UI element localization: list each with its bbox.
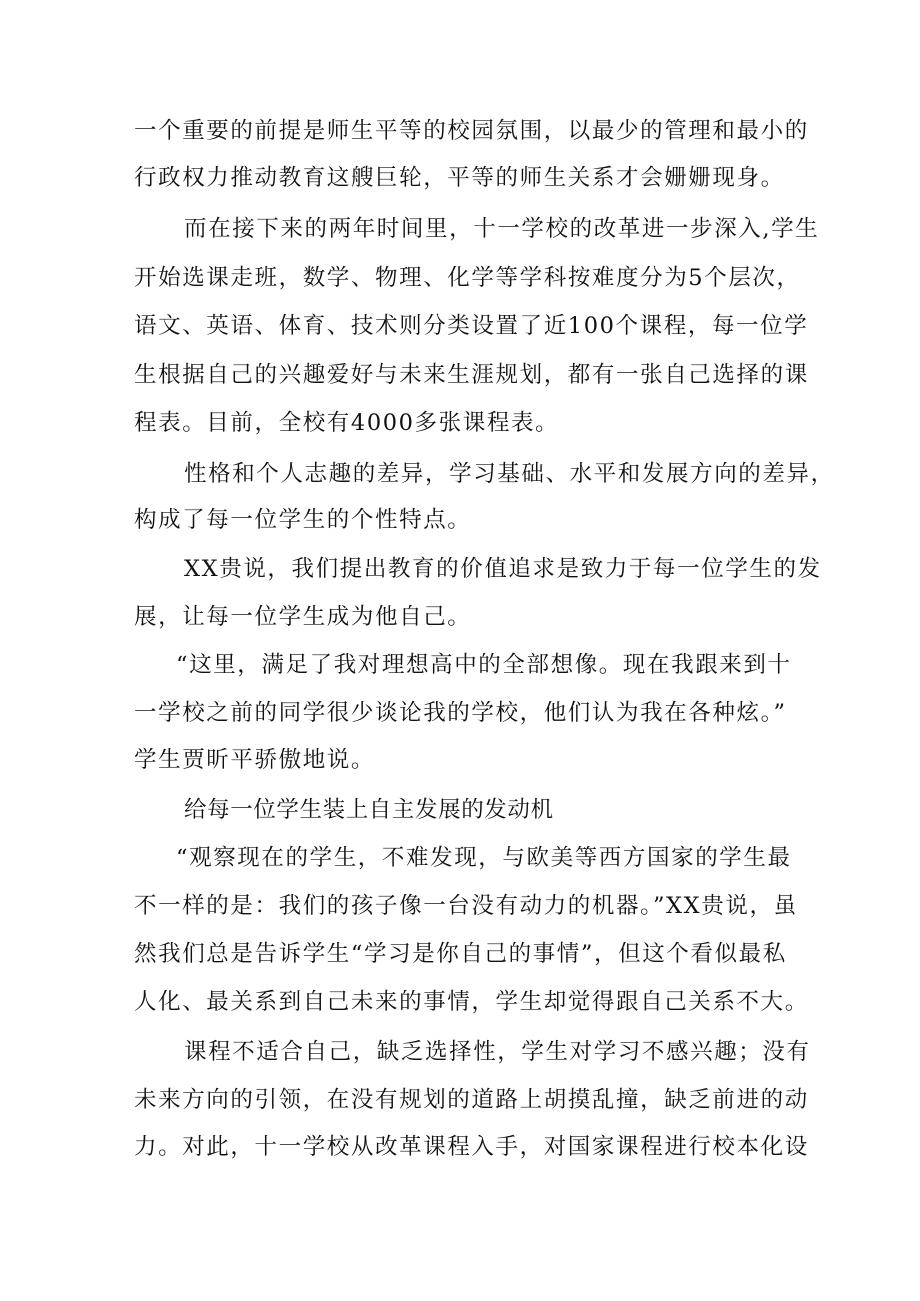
text-line: 行政权力推动教育这艘巨轮，平等的师生关系才会姗姗现身。 xyxy=(134,165,785,191)
text-line: 性格和个人志趣的差异，学习基础、水平和发展方向的差异， xyxy=(184,461,835,487)
text-line: 未来方向的引领，在没有规划的道路上胡摸乱撞，缺乏前进的动 xyxy=(134,1087,809,1113)
text-line: XX贵说，我们提出教育的价值追求是致力于每一位学生的发 xyxy=(184,556,822,582)
text-line: 一学校之前的同学很少谈论我的学校，他们认为我在各种炫。” xyxy=(134,700,787,726)
text-line: 力。对此，十一学校从改革课程入手，对国家课程进行校本化设 xyxy=(134,1134,809,1160)
text-line: 程表。目前，全校有4000多张课程表。 xyxy=(134,410,560,436)
text-line: 开始选课走班，数学、物理、化学等学科按难度分为5个层次， xyxy=(134,265,801,291)
quote-line: “这里，满足了我对理想高中的全部想像。现在我跟来到十 xyxy=(176,652,792,678)
text-line: 人化、最关系到自己未来的事情，学生却觉得跟自己关系不大。 xyxy=(134,989,809,1015)
section-heading: 给每一位学生装上自主发展的发动机 xyxy=(184,797,554,823)
text-line: 构成了每一位学生的个性特点。 xyxy=(134,507,472,533)
text-line: 不一样的是：我们的孩子像一台没有动力的机器。”XX贵说，虽 xyxy=(134,893,798,919)
text-line: 而在接下来的两年时间里，十一学校的改革进一步深入,学生 xyxy=(184,216,820,242)
text-line: 一个重要的前提是师生平等的校园氛围，以最少的管理和最小的 xyxy=(134,118,809,144)
text-line: 语文、英语、体育、技术则分类设置了近100个课程，每一位学 xyxy=(134,313,809,339)
text-line: 然我们总是告诉学生“学习是你自己的事情”，但这个看似最私 xyxy=(134,941,787,967)
text-line: 课程不适合自己，缺乏选择性，学生对学习不感兴趣；没有 xyxy=(184,1039,811,1065)
quote-line: “观察现在的学生，不难发现，与欧美等西方国家的学生最 xyxy=(176,845,792,871)
text-line: 生根据自己的兴趣爱好与未来生涯规划，都有一张自己选择的课 xyxy=(134,362,809,388)
text-line: 展，让每一位学生成为他自己。 xyxy=(134,604,472,630)
text-line: 学生贾昕平骄傲地说。 xyxy=(134,747,376,773)
